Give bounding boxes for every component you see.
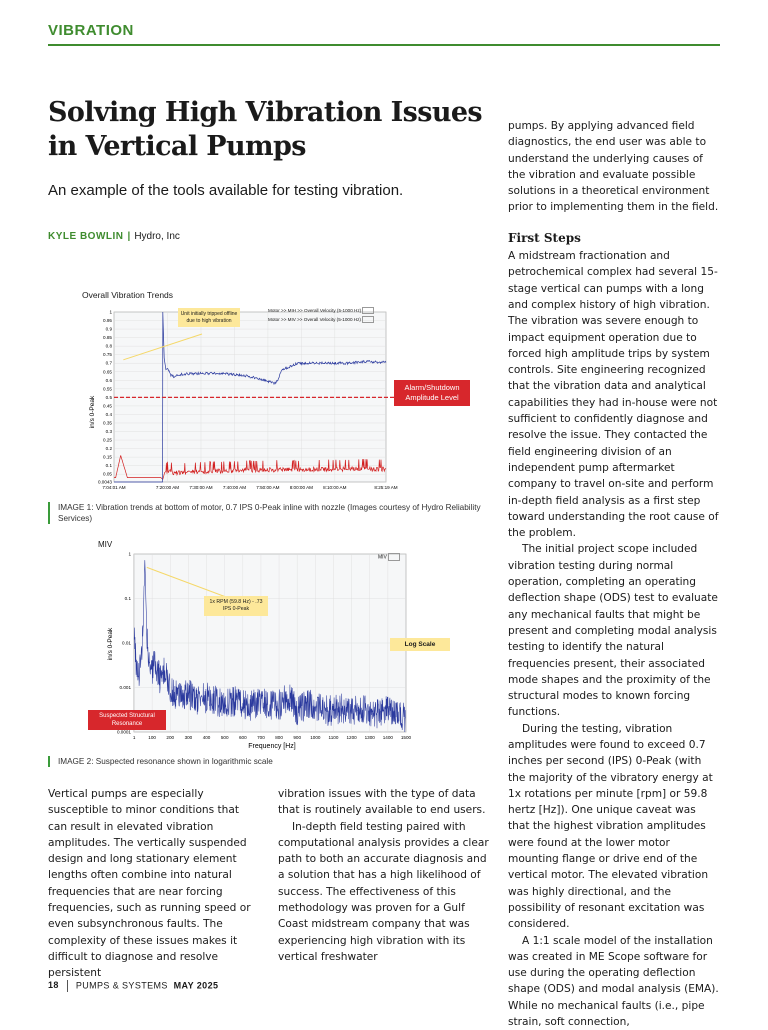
- x-tick-label: 7:30:00 AM: [189, 485, 213, 490]
- x-tick-label: 400: [202, 735, 211, 740]
- y-tick-label: 1: [109, 309, 112, 315]
- figure-2-title: MIV: [98, 540, 113, 549]
- publication-name: PUMPS & SYSTEMS: [75, 980, 168, 991]
- section-rule: [48, 44, 720, 46]
- y-tick-label: 0.95: [103, 318, 112, 324]
- figure-2-caption: IMAGE 2: Suspected resonance shown in logarithmic scale: [48, 756, 488, 767]
- y-tick-label: 0.0043: [97, 479, 112, 485]
- x-tick-label: 100: [148, 735, 156, 740]
- figure-2-y-label: in/s 0-Peak: [107, 627, 114, 661]
- legend-miv-swatch: [362, 316, 374, 323]
- byline: [48, 231, 180, 242]
- col2-paragraph-1: vibration issues with the type of data that is routinely available to end users.: [278, 788, 486, 817]
- y-tick-label: 0.7: [105, 360, 112, 366]
- x-tick-label: 7:40:00 AM: [222, 485, 247, 490]
- x-tick-label: 1300: [364, 735, 375, 740]
- col3-paragraph-3: During the testing, vibration amplitudes were found to exceed 0.7 inches per second (IPS) 0-Peak (with the majority of the vibratory energy at 1x rotations per minute [rpm] or 59.8 hertz [Hz]). One unique caveat was that the highest vibration amplitudes were found at the lower motor mounting flange or drive end of the vertical motor. The elevated vibration was highly directional, and the possibility of resonant excitation was considered.: [508, 722, 713, 931]
- legend-entry-mih: Motor >> MIH >> Overall Velocity (5-1000 Hz): [268, 306, 374, 315]
- y-tick-label: 0.15: [103, 454, 112, 460]
- x-tick-label: 500: [220, 735, 229, 740]
- article-headline: Solving High Vibration Issues in Vertical Pumps: [48, 97, 483, 162]
- y-tick-label: 0.35: [103, 420, 112, 426]
- x-tick-label: 7:04:01 AM: [102, 485, 126, 490]
- x-tick-label: 1400: [382, 735, 393, 740]
- figure-2: [48, 536, 468, 754]
- x-tick-label: 8:25:19 AM: [374, 485, 398, 490]
- figure-1-y-label: in/s 0-Peak: [89, 395, 96, 429]
- article-deck: An example of the tools available for testing vibration.: [48, 182, 404, 199]
- footer-divider: [67, 980, 68, 992]
- column-2: [278, 786, 490, 965]
- x-tick-label: 1000: [310, 735, 321, 740]
- author-name: KYLE BOWLIN: [48, 231, 124, 242]
- x-tick-label: 900: [293, 735, 302, 740]
- col1-paragraph-1: Vertical pumps are especially susceptible to minor conditions that can result in elevated vibration amplitudes. The vertically suspended design and long stationary element lengths often combine into natural frequencies that are near forcing frequencies, such as running speed or even subsynchronous faults. The complexity of these issues makes it difficult to diagnose and resolve persistent: [48, 788, 251, 980]
- x-tick-label: 1200: [346, 735, 357, 740]
- section-label: VIBRATION: [48, 22, 134, 39]
- figure-1-caption: IMAGE 1: Vibration trends at bottom of motor, 0.7 IPS 0-Peak inline with nozzle (Images courtesy of Hydro Reliability Services): [48, 502, 488, 524]
- legend-entry-miv: Motor >> MIV >> Overall Velocity (5-1000 Hz): [268, 315, 374, 324]
- resonance-annotation: Suspected Structural Resonance: [88, 710, 166, 730]
- y-tick-label: 0.75: [103, 352, 112, 358]
- col3-paragraph-4: A 1:1 scale model of the installation was created in ME Scope software for use during the operating deflection shape (ODS) and modal analysis (EMA). While no mechanical faults (i.e., pipe strain, soft connection,: [508, 934, 719, 1029]
- y-tick-label: 0.45: [103, 403, 112, 409]
- figure-2-x-ticks: [133, 735, 412, 740]
- y-tick-label: 0.4: [105, 411, 112, 417]
- y-tick-label: 0.2: [105, 446, 112, 452]
- y-tick-label: 0.001: [119, 685, 131, 690]
- x-tick-label: 8:00:00 AM: [289, 485, 313, 490]
- y-tick-label: 0.55: [103, 386, 112, 392]
- x-tick-label: 1500: [400, 735, 412, 740]
- x-tick-label: 1100: [328, 735, 339, 740]
- y-tick-label: 0.9: [105, 326, 112, 332]
- column-1: [48, 786, 258, 982]
- y-tick-label: 0.6: [105, 377, 112, 383]
- y-tick-label: 0.0001: [116, 729, 131, 735]
- y-tick-label: 0.85: [103, 335, 112, 341]
- y-tick-label: 1: [128, 551, 131, 557]
- page-number: 18: [48, 980, 59, 991]
- x-tick-label: 200: [166, 735, 175, 740]
- byline-separator: |: [127, 231, 131, 242]
- issue-date: MAY 2025: [173, 980, 219, 991]
- figure-1-legend: [268, 306, 374, 324]
- x-tick-label: 8:10:00 AM: [323, 485, 347, 490]
- x-tick-label: 7:50:00 AM: [256, 485, 280, 490]
- y-tick-label: 0.1: [124, 596, 131, 601]
- y-tick-label: 0.25: [103, 437, 112, 443]
- alarm-annotation: Alarm/Shutdown Amplitude Level: [394, 380, 470, 406]
- figure-2-y-ticks: [117, 552, 132, 735]
- trip-annotation: Unit initially tripped offline due to high vibration: [178, 308, 240, 327]
- page-footer: [48, 980, 218, 992]
- x-tick-label: 800: [275, 735, 283, 740]
- col2-paragraph-2: In-depth field testing paired with computational analysis provides a clear path to both an accurate diagnosis and a solution that has a high likelihood of success. The effectiveness of this methodology was proven for a Gulf Coast midstream company that was experiencing high vibration with its vertical freshwater: [278, 820, 489, 963]
- x-tick-label: 7:20:00 AM: [155, 485, 180, 490]
- 1x-annotation: 1x RPM (59.8 Hz) - .73 IPS 0-Peak: [204, 596, 268, 616]
- y-tick-label: 0.05: [103, 471, 112, 477]
- column-3: [508, 118, 720, 1030]
- y-tick-label: 0.5: [105, 394, 112, 400]
- x-tick-label: 1: [132, 735, 136, 740]
- col3-paragraph-2: The initial project scope included vibration testing during normal operation, completing an operating deflection shape (ODS) test to evaluate any mechanical faults that might be present and completing modal analysis testing to identify the natural frequencies present, their associated mode shapes and the proximity of the structural modes to known forcing functions.: [508, 543, 718, 719]
- y-tick-label: 0.1: [105, 463, 112, 469]
- y-tick-label: 0.01: [122, 640, 131, 646]
- figure-1-title: Overall Vibration Trends: [82, 290, 174, 300]
- subhead-first-steps: First Steps: [508, 230, 581, 245]
- x-tick-label: 600: [238, 735, 247, 740]
- author-affiliation: Hydro, Inc: [134, 231, 180, 242]
- y-tick-label: 0.65: [103, 369, 112, 375]
- figure-1-y-ticks: [98, 310, 113, 485]
- y-tick-label: 0.8: [105, 343, 112, 349]
- x-tick-label: 300: [184, 735, 193, 740]
- x-tick-label: 700: [257, 735, 265, 740]
- figure-2-x-label: Frequency [Hz]: [248, 743, 296, 750]
- legend-miv-swatch-2: [388, 553, 400, 561]
- y-tick-label: 0.3: [105, 429, 112, 435]
- log-scale-annotation: Log Scale: [390, 638, 450, 651]
- figure-1-x-ticks: [102, 485, 397, 490]
- figure-2-legend: MIV: [378, 553, 400, 561]
- figure-1: [48, 286, 468, 496]
- col3-paragraph-1: A midstream fractionation and petrochemical complex had several 15-stage vertical can pumps with a long and complex history of high vibration. The vibration was severe enough to impact equipment operation due to forced high amplitude trips by system controls. Site engineering recognized that the vibration data and analytical capabilities they had in-house were not sufficient to confidently diagnose and resolve the issue. They contacted the field engineering division of an independent pump aftermarket company to travel on-site and perform in-depth field analysis as a first step toward understanding the root cause of the problem.: [508, 250, 719, 540]
- legend-mih-swatch: [362, 307, 374, 314]
- col3-intro: pumps. By applying advanced field diagnostics, the end user was able to understand the underlying causes of the vibration and evaluate possible solutions in a theoretical environment prior to implementing them in the field.: [508, 120, 719, 214]
